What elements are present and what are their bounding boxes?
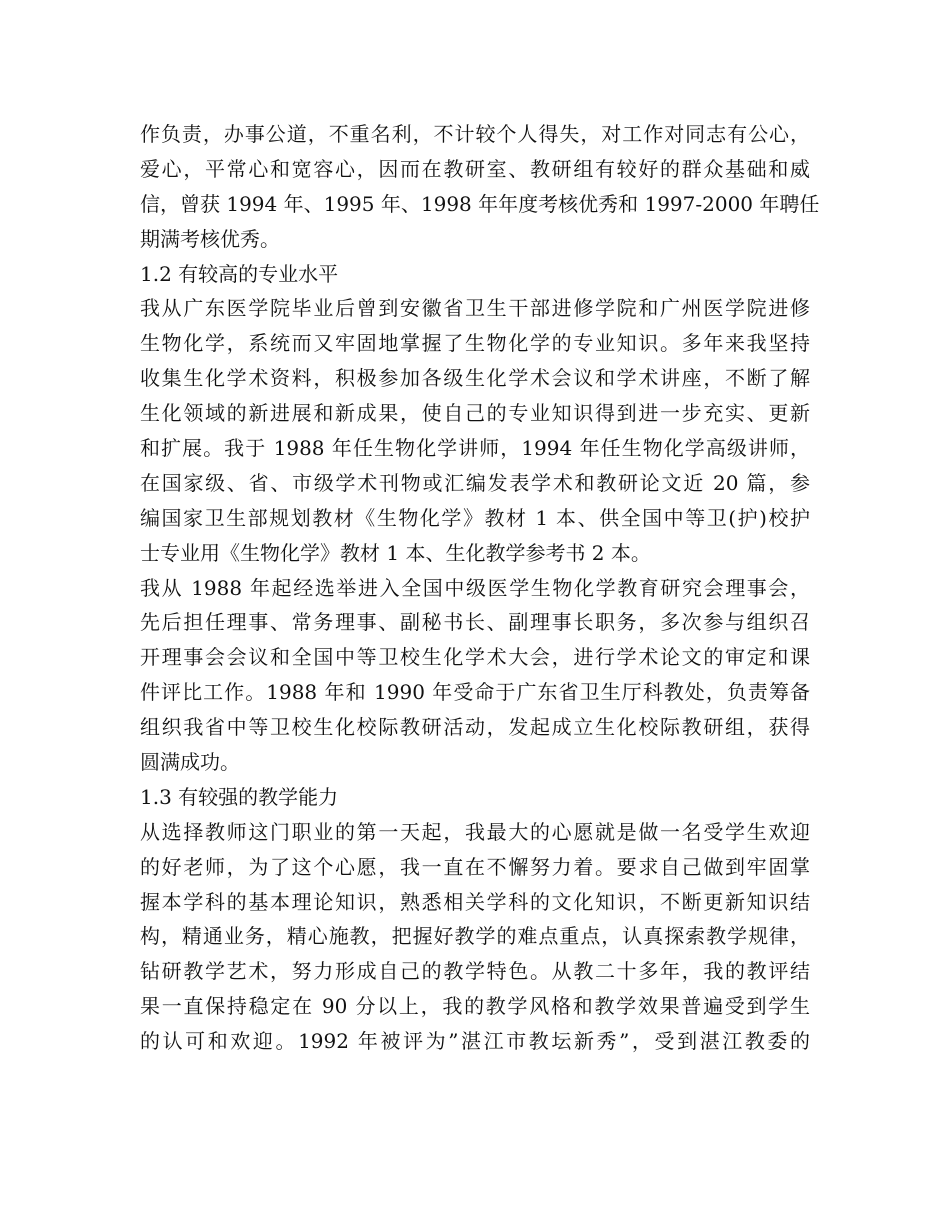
text-line: 先后担任理事、常务理事、副秘书长、副理事长职务，多次参与组织召 xyxy=(140,610,810,635)
text-line: 的好老师，为了这个心愿，我一直在不懈努力着。要求自己做到牢固掌 xyxy=(140,854,810,879)
text-line: 士专业用《生物化学》教材 1 本、生化教学参考书 2 本。 xyxy=(140,540,651,565)
text-line: 在国家级、省、市级学术刊物或汇编发表学术和教研论文近 20 篇，参 xyxy=(140,470,810,495)
text-line: 我从广东医学院毕业后曾到安徽省卫生干部进修学院和广州医学院进修 xyxy=(140,296,810,321)
text-line: 作负责，办事公道，不重名利，不计较个人得失，对工作对同志有公心， xyxy=(140,122,810,146)
text-line: 组织我省中等卫校生化校际教研活动，发起成立生化校际教研组，获得 xyxy=(140,715,810,740)
text-line: 开理事会会议和全国中等卫校生化学术大会，进行学术论文的审定和课 xyxy=(140,645,810,670)
text-line: 从选择教师这门职业的第一天起，我最大的心愿就是做一名受学生欢迎 xyxy=(140,819,810,844)
text-line: 果一直保持稳定在 90 分以上，我的教学风格和教学效果普遍受到学生 xyxy=(140,994,810,1019)
text-line: 生物化学，系统而又牢固地掌握了生物化学的专业知识。多年来我坚持 xyxy=(140,331,810,356)
text-line: 钻研教学艺术，努力形成自己的教学特色。从教二十多年，我的教评结 xyxy=(140,959,810,984)
text-line: 的认可和欢迎。1992 年被评为”湛江市教坛新秀”，受到湛江教委的 xyxy=(140,1029,810,1054)
document-body xyxy=(140,117,820,1059)
text-line: 圆满成功。 xyxy=(140,750,240,775)
text-line: 1.2 有较高的专业水平 xyxy=(140,261,339,286)
text-line: 我从 1988 年起经选举进入全国中级医学生物化学教育研究会理事会， xyxy=(140,575,810,600)
text-line: 生化领域的新进展和新成果，使自己的专业知识得到进一步充实、更新 xyxy=(140,401,810,426)
text-line: 信，曾获 1994 年、1995 年、1998 年年度考核优秀和 1997-2000 年聘任 xyxy=(140,191,820,216)
text-line: 件评比工作。1988 年和 1990 年受命于广东省卫生厅科教处，负责筹备 xyxy=(140,680,810,705)
text-line: 期满考核优秀。 xyxy=(140,226,280,251)
text-line: 和扩展。我于 1988 年任生物化学讲师，1994 年任生物化学高级讲师， xyxy=(140,436,810,461)
text-line: 收集生化学术资料，积极参加各级生化学术会议和学术讲座，不断了解 xyxy=(140,366,810,391)
text-line: 1.3 有较强的教学能力 xyxy=(140,784,339,809)
text-line: 爱心，平常心和宽容心，因而在教研室、教研组有较好的群众基础和威 xyxy=(140,156,810,181)
text-line: 握本学科的基本理论知识，熟悉相关学科的文化知识，不断更新知识结 xyxy=(140,889,810,914)
text-line: 构，精通业务，精心施教，把握好教学的难点重点，认真探索教学规律， xyxy=(140,924,810,949)
text-line: 编国家卫生部规划教材《生物化学》教材 1 本、供全国中等卫(护)校护 xyxy=(140,505,810,530)
